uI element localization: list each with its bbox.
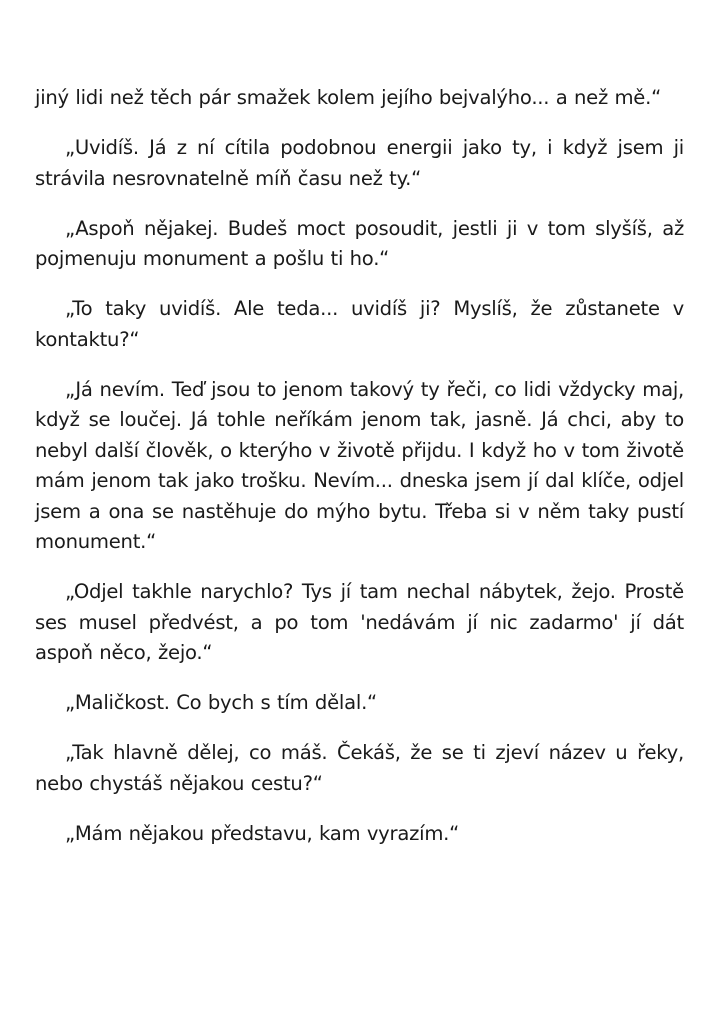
paragraph: „Tak hlavně dělej, co máš. Čekáš, že se ti zjeví název u řeky, nebo chystáš nějakou cestu?“ <box>35 741 684 795</box>
paragraph: „Aspoň nějakej. Budeš moct posoudit, jestli ji v tom slyšíš, až pojmenuju monument a pošlu ti ho.“ <box>35 216 684 270</box>
paragraph: „Já nevím. Teď jsou to jenom takový ty řeči, co lidi vždycky maj, když se loučej. Já tohle neříkám jenom tak, jasně. Já chci, aby to nebyl další člověk, o kterýho v životě přijdu. I když ho v tom životě mám jenom tak jako trošku. Nevím... dneska jsem jí dal klíče, odjel jsem a ona se nastěhuje do mýho bytu. Třeba si v něm taky pustí monument.“ <box>35 377 684 553</box>
page-body <box>35 83 684 869</box>
paragraph: „Mám nějakou představu, kam vyrazím.“ <box>65 821 460 845</box>
paragraph: „Uvidíš. Já z ní cítila podobnou energii jako ty, i když jsem ji strávila nesrovnatelně míň času než ty.“ <box>35 136 684 190</box>
paragraph: „Maličkost. Co bych s tím dělal.“ <box>65 691 377 714</box>
paragraph-continuation: jiný lidi než těch pár smažek kolem jejího bejvalýho... a než mě.“ <box>35 86 661 109</box>
paragraph: „Odjel takhle narychlo? Tys jí tam nechal nábytek, žejo. Prostě ses musel předvést, a po tom 'nedávám jí nic zadarmo' jí dát aspoň něco, žejo.“ <box>35 580 684 664</box>
paragraph: „To taky uvidíš. Ale teda... uvidíš ji? Myslíš, že zůstanete v kontaktu?“ <box>35 297 684 351</box>
